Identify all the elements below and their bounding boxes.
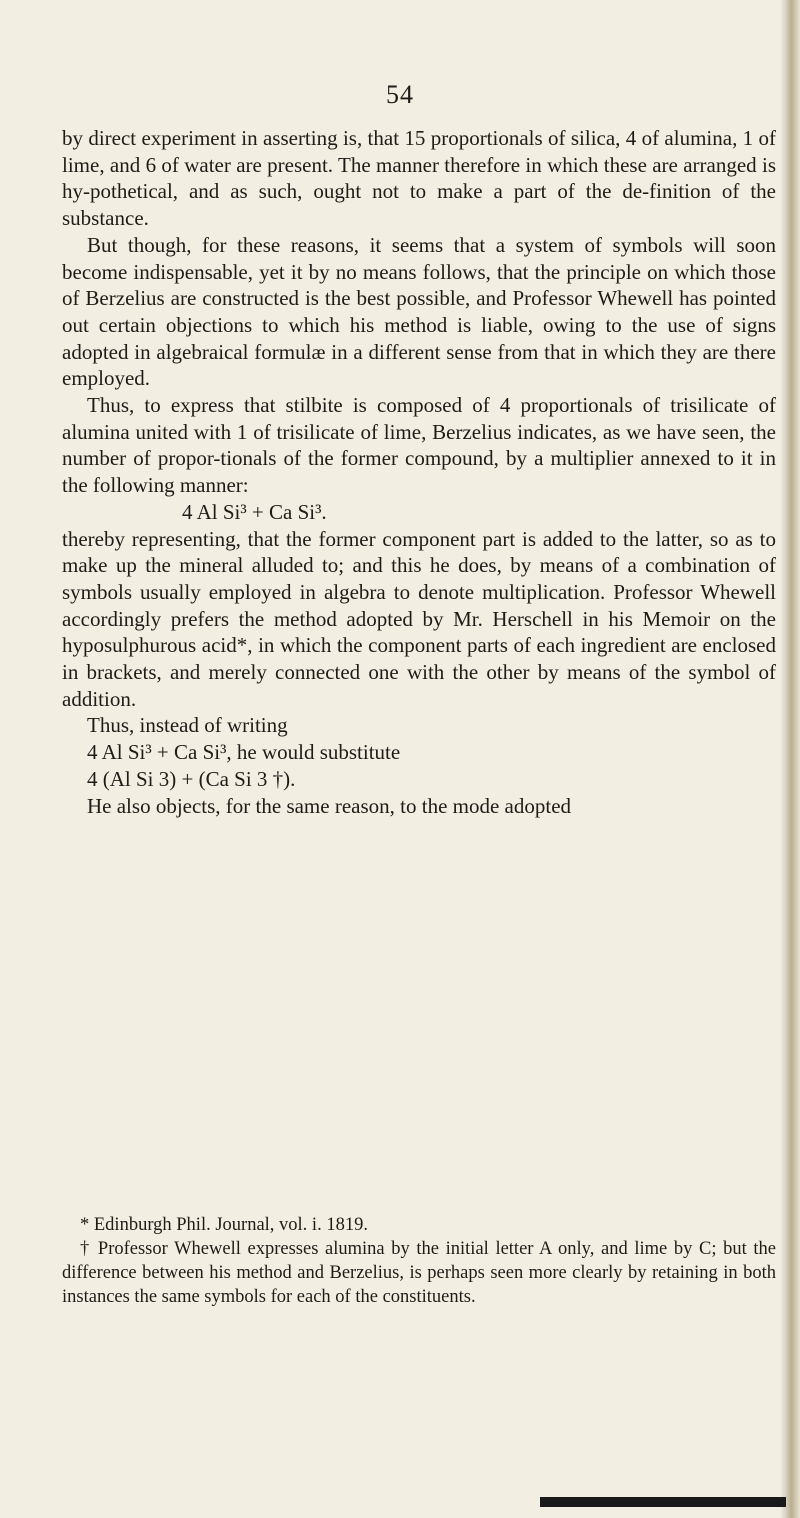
bottom-rule [540,1497,786,1507]
formula: 4 (Al Si 3) + (Ca Si 3 †). [87,766,296,791]
body-text [62,125,776,819]
page-number: 54 [386,80,414,109]
paragraph: thereby representing, that the former component part is added to the latter, so as to make up the mineral alluded to; and this he does, by means of a combination of symbols usually employed in algebra to denote multiplication. Professor Whewell accordingly prefers the method adopted by Mr. Herschell in his Memoir on the hyposulphurous acid*, in which the component parts of each ingredient are enclosed in brackets, and merely connected one with the other by means of the symbol of addition. [62,526,776,711]
paragraph: Thus, instead of writing [87,713,288,738]
footnote: † Professor Whewell expresses alumina by the initial letter A only, and lime by C; but the difference between his method and Berzelius, is perhaps seen more clearly by retaining in both instances the same symbols for each of the constituents. [62,1239,776,1307]
paragraph: by direct experiment in asserting is, that 15 proportionals of silica, 4 of alumina, 1 of lime, and 6 of water are present. The manner therefore in which these are arranged is hy-pothetical, and as such, ought not to make a part of the de-finition of the substance. [62,126,776,231]
formula: 4 Al Si³ + Ca Si³, he would substitute [87,740,401,765]
footnote: * Edinburgh Phil. Journal, vol. i. 1819. [80,1215,368,1235]
paragraph: Thus, to express that stilbite is composed of 4 proportionals of trisilicate of alumina united with 1 of trisilicate of lime, Berzelius indicates, as we have seen, the number of propor-tionals of the former compound, by a multiplier annexed to it in the following manner: [62,393,776,498]
page-edge [786,0,800,1518]
paragraph: But though, for these reasons, it seems that a system of symbols will soon become indispensable, yet it by no means follows, that the principle on which those of Berzelius are constructed is the best possible, and Professor Whewell has pointed out certain objections to which his method is liable, owing to the use of signs adopted in algebraical formulæ in a different sense from that in which they are there employed. [62,232,776,391]
paragraph: He also objects, for the same reason, to the mode adopted [87,793,572,818]
formula: 4 Al Si³ + Ca Si³. [182,499,327,524]
footnotes [62,1213,776,1309]
